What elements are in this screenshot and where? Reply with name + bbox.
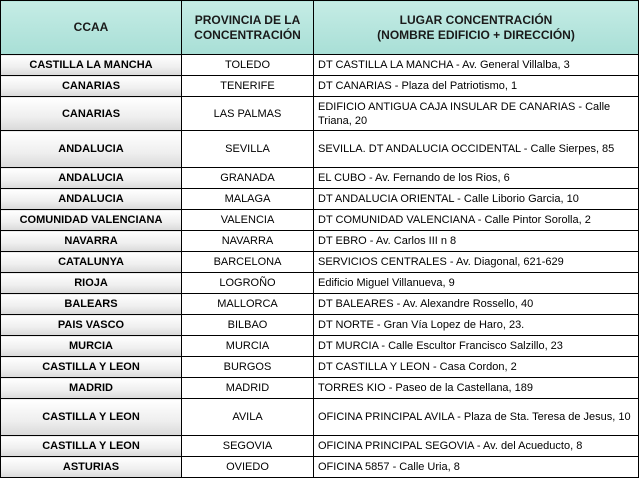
lugar-cell: TORRES KIO - Paseo de la Castellana, 189: [314, 378, 639, 399]
header-row: [1, 1, 639, 55]
provincia-cell: MURCIA: [182, 336, 314, 357]
header-provincia-line2: CONCENTRACIÓN: [194, 27, 301, 42]
lugar-cell: Edificio Miguel Villanueva, 9: [314, 273, 639, 294]
provincia-cell: AVILA: [182, 399, 314, 436]
lugar-cell: OFICINA 5857 - Calle Uria, 8: [314, 457, 639, 478]
header-lugar: [314, 1, 639, 55]
provincia-cell: BILBAO: [182, 315, 314, 336]
provincia-cell: LOGROÑO: [182, 273, 314, 294]
ccaa-cell: BALEARS: [1, 294, 182, 315]
lugar-cell: EL CUBO - Av. Fernando de los Rios, 6: [314, 168, 639, 189]
header-ccaa-label: CCAA: [73, 20, 109, 34]
lugar-cell: SERVICIOS CENTRALES - Av. Diagonal, 621-629: [314, 252, 639, 273]
lugar-cell: DT MURCIA - Calle Escultor Francisco Salzillo, 23: [314, 336, 639, 357]
provincia-cell: GRANADA: [182, 168, 314, 189]
provincia-cell: MALLORCA: [182, 294, 314, 315]
table-row: [1, 231, 639, 252]
ccaa-cell: CANARIAS: [1, 76, 182, 97]
provincia-cell: BARCELONA: [182, 252, 314, 273]
table-row: [1, 436, 639, 457]
provincia-cell: LAS PALMAS: [182, 97, 314, 131]
ccaa-cell: CATALUNYA: [1, 252, 182, 273]
lugar-cell: DT CASTILLA LA MANCHA - Av. General Villalba, 3: [314, 55, 639, 76]
header-lugar-line1: LUGAR CONCENTRACIÓN: [399, 12, 553, 27]
lugar-cell: OFICINA PRINCIPAL SEGOVIA - Av. del Acueducto, 8: [314, 436, 639, 457]
ccaa-cell: MURCIA: [1, 336, 182, 357]
ccaa-cell: ASTURIAS: [1, 457, 182, 478]
provincia-cell: MALAGA: [182, 189, 314, 210]
lugar-cell: DT ANDALUCIA ORIENTAL - Calle Liborio Garcia, 10: [314, 189, 639, 210]
header-provincia-line1: PROVINCIA DE LA: [194, 12, 301, 27]
ccaa-cell: PAIS VASCO: [1, 315, 182, 336]
ccaa-cell: CASTILLA LA MANCHA: [1, 55, 182, 76]
ccaa-cell: CASTILLA Y LEON: [1, 399, 182, 436]
ccaa-cell: ANDALUCIA: [1, 131, 182, 168]
lugar-cell: SEVILLA. DT ANDALUCIA OCCIDENTAL - Calle Sierpes, 85: [314, 131, 639, 168]
provincia-cell: TOLEDO: [182, 55, 314, 76]
provincia-cell: NAVARRA: [182, 231, 314, 252]
header-ccaa: [1, 1, 182, 55]
table-row: [1, 357, 639, 378]
table-row: [1, 457, 639, 478]
table-row: [1, 168, 639, 189]
ccaa-cell: CASTILLA Y LEON: [1, 436, 182, 457]
table-row: [1, 55, 639, 76]
table-row: [1, 189, 639, 210]
table-row: [1, 294, 639, 315]
table-row: [1, 336, 639, 357]
table-row: [1, 378, 639, 399]
provincia-cell: OVIEDO: [182, 457, 314, 478]
ccaa-cell: ANDALUCIA: [1, 189, 182, 210]
lugar-cell: DT CASTILLA Y LEON - Casa Cordon, 2: [314, 357, 639, 378]
ccaa-cell: RIOJA: [1, 273, 182, 294]
lugar-cell: DT BALEARES - Av. Alexandre Rossello, 40: [314, 294, 639, 315]
provincia-cell: MADRID: [182, 378, 314, 399]
ccaa-cell: MADRID: [1, 378, 182, 399]
header-lugar-line2: (NOMBRE EDIFICIO + DIRECCIÓN): [377, 27, 575, 42]
lugar-cell: DT CANARIAS - Plaza del Patriotismo, 1: [314, 76, 639, 97]
lugar-cell: DT NORTE - Gran Vía Lopez de Haro, 23.: [314, 315, 639, 336]
provincia-cell: VALENCIA: [182, 210, 314, 231]
ccaa-cell: CANARIAS: [1, 97, 182, 131]
ccaa-cell: ANDALUCIA: [1, 168, 182, 189]
table-row: [1, 273, 639, 294]
lugar-cell: DT COMUNIDAD VALENCIANA - Calle Pintor Sorolla, 2: [314, 210, 639, 231]
provincia-cell: SEVILLA: [182, 131, 314, 168]
table-row: [1, 131, 639, 168]
table-row: [1, 315, 639, 336]
table-row: [1, 210, 639, 231]
provincia-cell: SEGOVIA: [182, 436, 314, 457]
provincia-cell: BURGOS: [182, 357, 314, 378]
table-row: [1, 97, 639, 131]
ccaa-cell: NAVARRA: [1, 231, 182, 252]
table-row: [1, 252, 639, 273]
table-row: [1, 76, 639, 97]
lugar-cell: OFICINA PRINCIPAL AVILA - Plaza de Sta. Teresa de Jesus, 10: [314, 399, 639, 436]
lugar-cell: EDIFICIO ANTIGUA CAJA INSULAR DE CANARIAS - Calle Triana, 20: [314, 97, 639, 131]
header-provincia: [182, 1, 314, 55]
provincia-cell: TENERIFE: [182, 76, 314, 97]
ccaa-cell: CASTILLA Y LEON: [1, 357, 182, 378]
ccaa-cell: COMUNIDAD VALENCIANA: [1, 210, 182, 231]
table-row: [1, 399, 639, 436]
lugar-cell: DT EBRO - Av. Carlos III n 8: [314, 231, 639, 252]
